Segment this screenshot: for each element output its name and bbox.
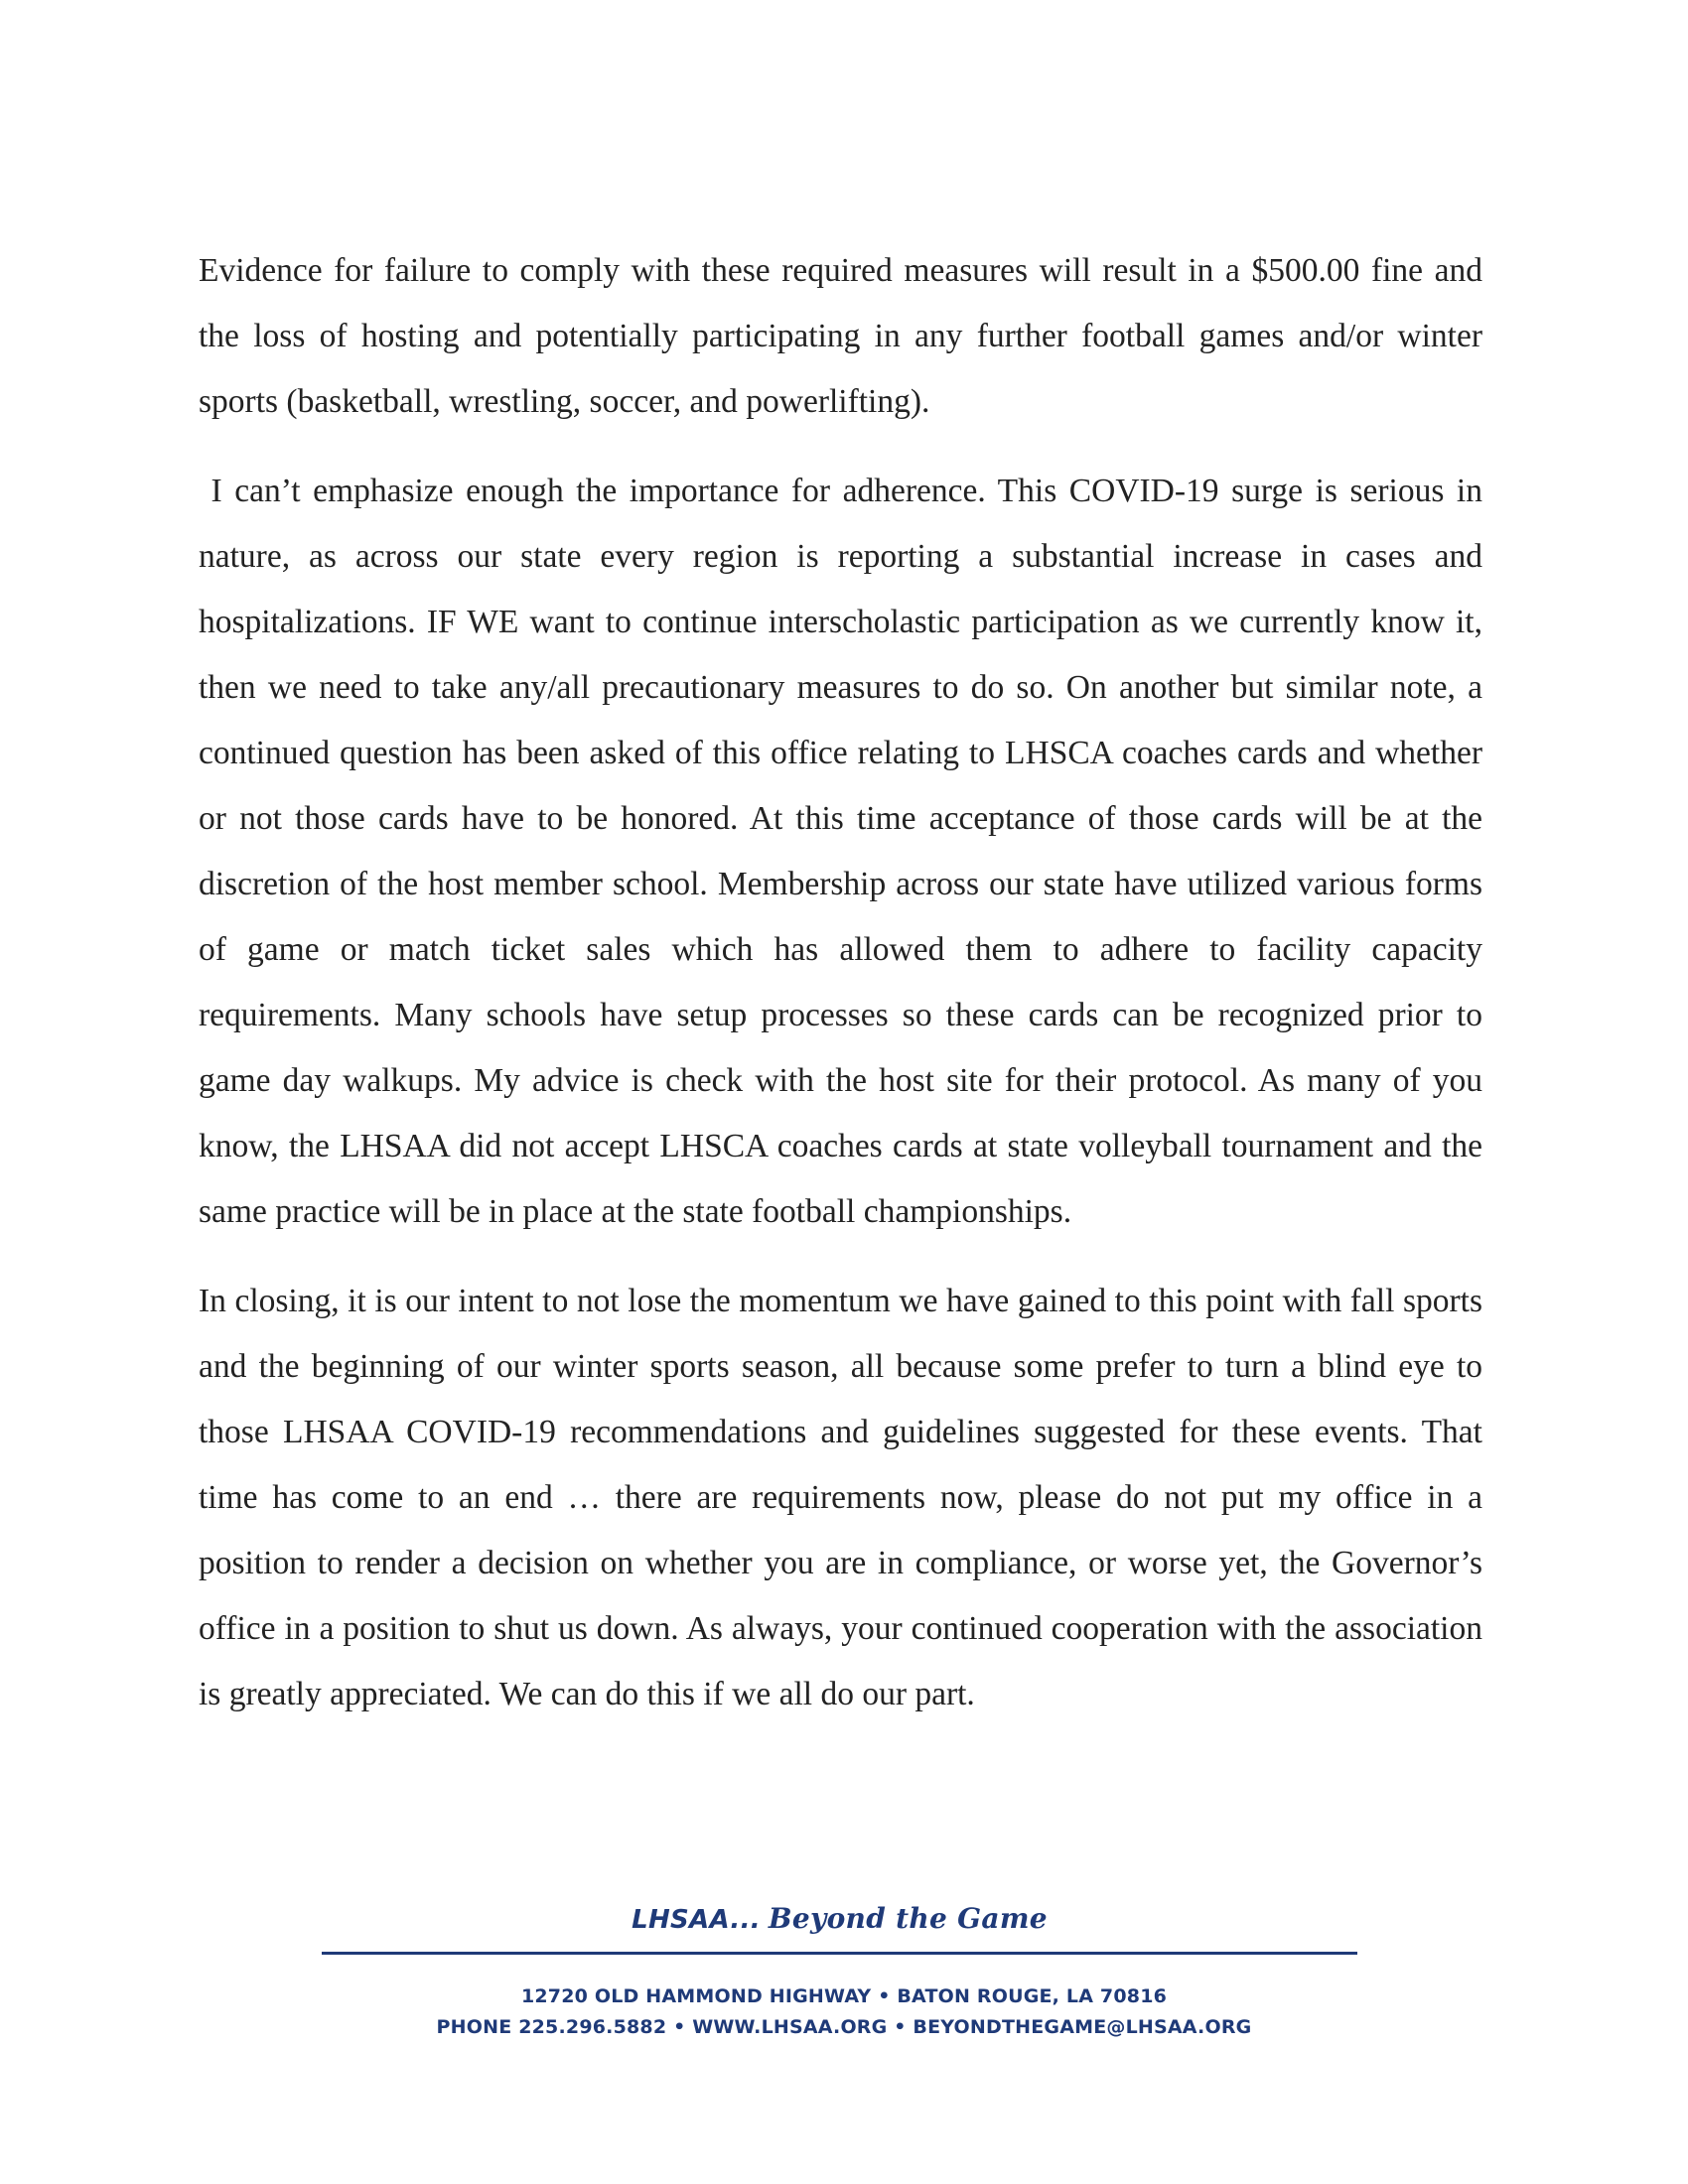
paragraph-closing: In closing, it is our intent to not lose the momentum we have gained to this point with fall sports and the beginning of our winter sports season, all because some prefer to turn a blind eye to those LHSAA COVID-19 recommendations and guidelines suggested for these events. That time has come to an end … there are requirements now, please do not put my office in a position to render a decision on whether you are in compliance, or worse yet, the Governor’s office in a position to shut us down. As always, your continued cooperation with the association is greatly appreciated. We can do this if we all do our part. — [199, 1283, 1482, 1712]
tagline-org: LHSAA... — [632, 1905, 761, 1935]
letter-body — [199, 238, 1482, 1727]
footer-contact: PHONE 225.296.5882 • WWW.LHSAA.ORG • BEYONDTHEGAME@LHSAA.ORG — [436, 2016, 1252, 2038]
paragraph-compliance: Evidence for failure to comply with these required measures will result in a $500.00 fine and the loss of hosting and potentially participating in any further football games and/or winter sports (basketball, wrestling, soccer, and powerlifting). — [199, 252, 1482, 420]
footer-address: 12720 OLD HAMMOND HIGHWAY • BATON ROUGE, LA 70816 — [520, 1985, 1168, 2007]
tagline-script: Beyond the Game — [768, 1902, 1048, 1935]
footer-tagline — [322, 1902, 1357, 1954]
footer-divider — [322, 1952, 1357, 1955]
paragraph-adherence: I can’t emphasize enough the importance for adherence. This COVID-19 surge is serious in nature, as across our state every region is reporting a substantial increase in cases and hospitalizations. IF WE want to continue interscholastic participation as we currently know it, then we need to take any/all precautionary measures to do so. On another but similar note, a continued question has been asked of this office relating to LHSCA coaches cards and whether or not those cards have to be honored. At this time acceptance of those cards will be at the discretion of the host member school. Membership across our state have utilized various forms of game or match ticket sales which has allowed them to adhere to facility capacity requirements. Many schools have setup processes so these cards can be recognized prior to game day walkups. My advice is check with the host site for their protocol. As many of you know, the LHSAA did not accept LHSCA coaches cards at state volleyball tournament and the same practice will be in place at the state football championships. — [199, 473, 1482, 1230]
tagline-text — [632, 1902, 1048, 1935]
